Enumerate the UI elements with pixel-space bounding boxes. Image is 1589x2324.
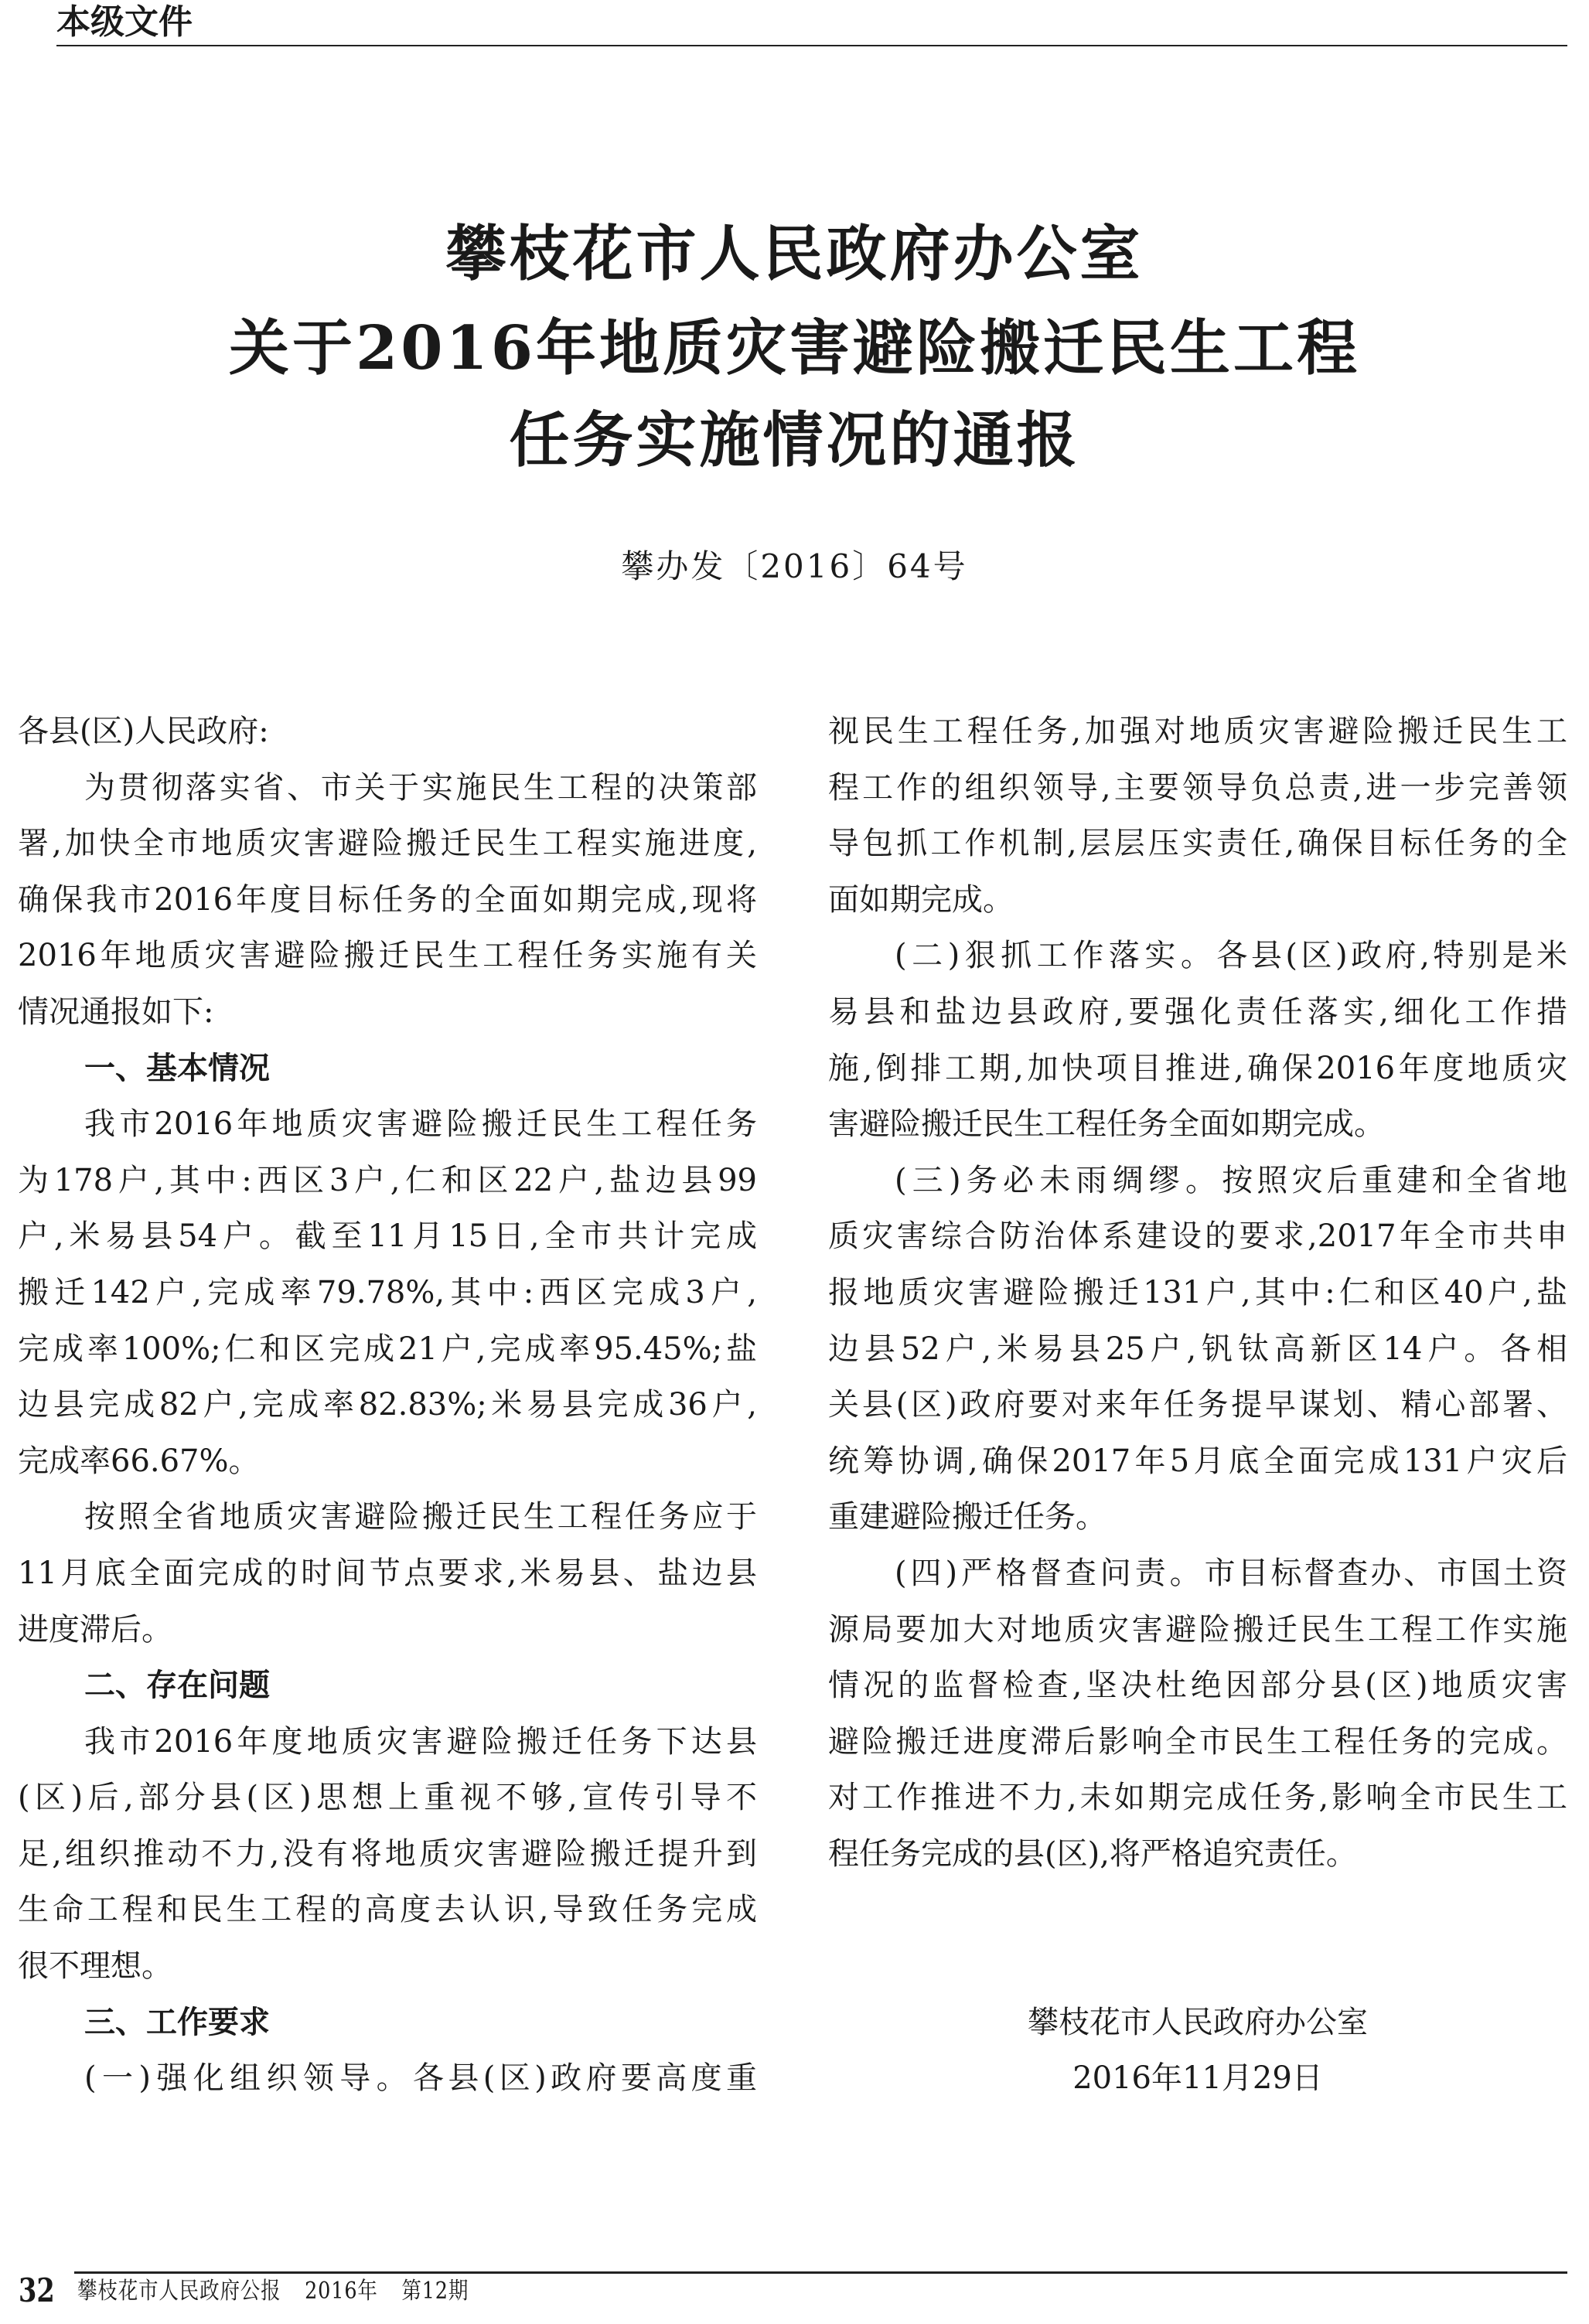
blank-line: [828, 1882, 1567, 1938]
footer-rule: [74, 2271, 1567, 2274]
paragraph-line: 情况的监督检查,坚决杜绝因部分县(区)地质灾害: [828, 1668, 1567, 1704]
paragraph-line: 按照全省地质灾害避险搬迁民生工程任务应于: [84, 1499, 757, 1535]
signature-organization: 攀枝花市人民政府办公室: [1028, 2004, 1368, 2040]
paragraph-line: 程工作的组织领导,主要领导负总责,进一步完善领: [828, 769, 1567, 806]
paragraph-line: 边县完成82户,完成率82.83%;米易县完成36户,: [18, 1387, 757, 1423]
paragraph-line: 避险搬迁进度滞后影响全市民生工程任务的完成。: [828, 1723, 1567, 1760]
paragraph-line: 完成率66.67%。: [18, 1443, 260, 1479]
subsection-lead: (二)狠抓工作落实。: [895, 938, 1217, 974]
blank-line: [828, 1938, 1567, 1995]
paragraph-line: 确保我市2016年度目标任务的全面如期完成,现将: [18, 881, 757, 918]
page-number: 32: [19, 2271, 55, 2309]
paragraph-line: 很不理想。: [18, 1948, 172, 1985]
footer-publication: 攀枝花市人民政府公报: [77, 2278, 281, 2305]
paragraph-text: 按照灾后重建和全省地: [1222, 1162, 1567, 1198]
paragraph-line: 我市2016年地质灾害避险搬迁民生工程任务: [84, 1106, 757, 1143]
paragraph-line: 足,组织推动不力,没有将地质灾害避险搬迁提升到: [18, 1835, 757, 1872]
title-line-1: 攀枝花市人民政府办公室: [445, 219, 1144, 289]
section-heading: 三、工作要求: [84, 2004, 270, 2040]
title-line-2: 关于2016年地质灾害避险搬迁民生工程: [228, 313, 1361, 383]
salutation: 各县(区)人民政府:: [18, 714, 269, 749]
paragraph-line: 面如期完成。: [828, 881, 1014, 918]
paragraph-line: 11月底全面完成的时间节点要求,米易县、盐边县: [18, 1555, 757, 1591]
subsection-lead: (一)强化组织领导。: [84, 2060, 413, 2097]
paragraph-text: 各县(区)政府要高度重: [413, 2060, 757, 2097]
paragraph-line: 统筹协调,确保2017年5月底全面完成131户灾后: [828, 1443, 1567, 1479]
paragraph-line: 重建避险搬迁任务。: [828, 1499, 1107, 1535]
footer-text: [77, 2278, 493, 2305]
footer-year: 2016年: [305, 2278, 378, 2305]
paragraph-line: 质灾害综合防治体系建设的要求,2017年全市共申: [828, 1218, 1567, 1255]
paragraph-line: 边县52户,米易县25户,钒钛高新区14户。各相: [828, 1331, 1567, 1367]
paragraph-line: [828, 1153, 1567, 1209]
paragraph-line: 搬迁142户,完成率79.78%,其中:西区完成3户,: [18, 1274, 757, 1310]
paragraph-line: 害避险搬迁民生工程任务全面如期完成。: [828, 1106, 1385, 1143]
paragraph-line: 生命工程和民生工程的高度去认识,导致任务完成: [18, 1892, 757, 1928]
paragraph-line: 视民生工程任务,加强对地质灾害避险搬迁民生工: [828, 714, 1567, 749]
left-column: [18, 704, 757, 2107]
paragraph-line: 关县(区)政府要对来年任务提早谋划、精心部署、: [828, 1387, 1567, 1423]
footer-issue: 第12期: [401, 2278, 469, 2305]
paragraph-line: 程任务完成的县(区),将严格追究责任。: [828, 1835, 1357, 1872]
paragraph-line: 2016年地质灾害避险搬迁民生工程任务实施有关: [18, 938, 757, 974]
paragraph-line: 署,加快全市地质灾害避险搬迁民生工程实施进度,: [18, 826, 757, 862]
paragraph-line: [828, 1545, 1567, 1602]
subsection-lead: (四)严格督查问责。: [895, 1555, 1205, 1591]
paragraph-line: 易县和盐边县政府,要强化责任落实,细化工作措: [828, 993, 1567, 1030]
subsection-lead: (三)务必未雨绸缪。: [895, 1162, 1222, 1198]
paragraph-text: 市目标督查办、市国土资: [1204, 1555, 1567, 1591]
paragraph-text: 各县(区)政府,特别是米: [1216, 938, 1567, 974]
paragraph-line: (区)后,部分县(区)思想上重视不够,宣传引导不: [18, 1780, 757, 1816]
paragraph-line: [828, 928, 1567, 984]
paragraph-line: 对工作推进不力,未如期完成任务,影响全市民生工: [828, 1780, 1567, 1816]
title-line-3: 任务实施情况的通报: [509, 405, 1080, 475]
paragraph-line: 为178户,其中:西区3户,仁和区22户,盐边县99: [18, 1162, 757, 1198]
paragraph-line: [18, 2050, 757, 2107]
section-label: 本级文件: [56, 2, 193, 42]
paragraph-line: 源局要加大对地质灾害避险搬迁民生工程工作实施: [828, 1611, 1567, 1648]
paragraph-line: 情况通报如下:: [18, 993, 214, 1030]
paragraph-line: 完成率100%;仁和区完成21户,完成率95.45%;盐: [18, 1331, 757, 1367]
header-rule: [56, 45, 1567, 46]
paragraph-line: 报地质灾害避险搬迁131户,其中:仁和区40户,盐: [828, 1274, 1567, 1310]
signature-date: 2016年11月29日: [1072, 2060, 1323, 2097]
paragraph-line: 我市2016年度地质灾害避险搬迁任务下达县: [84, 1723, 757, 1760]
paragraph-line: 户,米易县54户。截至11月15日,全市共计完成: [18, 1218, 757, 1255]
paragraph-line: 进度滞后。: [18, 1611, 172, 1648]
document-number: 攀办发〔2016〕64号: [621, 547, 968, 585]
paragraph-line: 施,倒排工期,加快项目推进,确保2016年度地质灾: [828, 1050, 1567, 1086]
section-heading: 一、基本情况: [84, 1050, 270, 1086]
section-heading: 二、存在问题: [84, 1668, 270, 1704]
paragraph-line: 导包抓工作机制,层层压实责任,确保目标任务的全: [828, 826, 1567, 862]
paragraph-line: 为贯彻落实省、市关于实施民生工程的决策部: [84, 769, 757, 806]
right-column: [828, 704, 1567, 2107]
